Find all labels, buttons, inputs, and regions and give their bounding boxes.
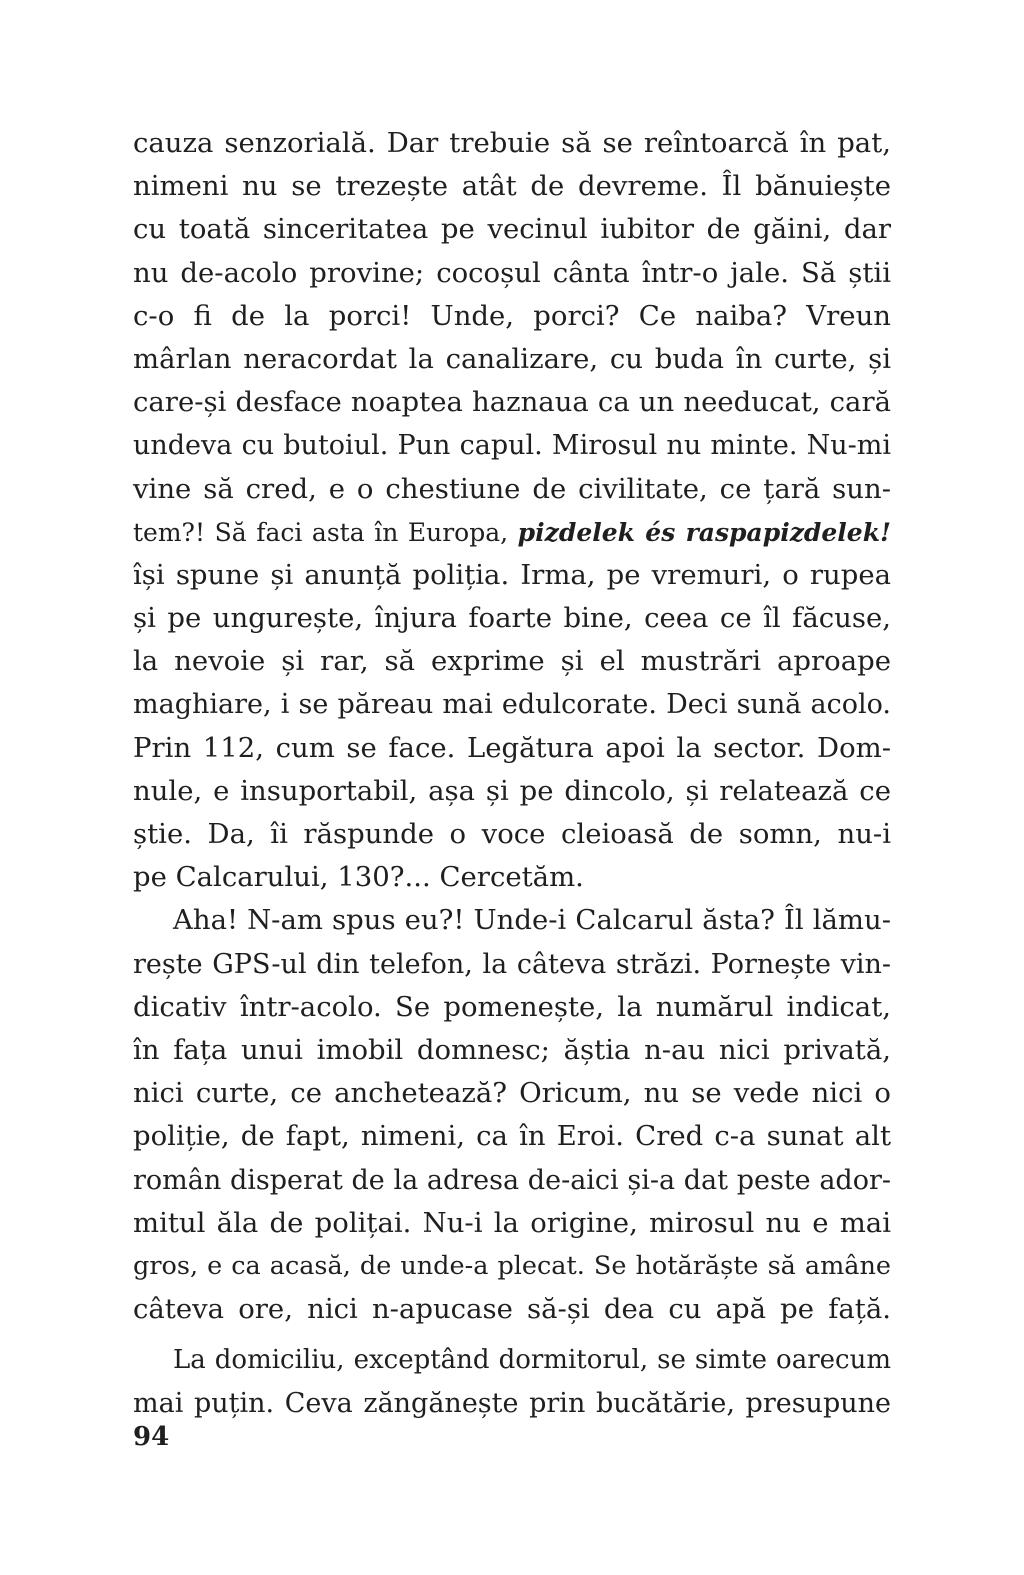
- text-line: nule, e insuportabil, așa și pe dincolo, și relatează ce: [133, 774, 891, 807]
- text-line: vine să cred, e o chestiune de civilitate, ce țară sun-: [133, 472, 891, 505]
- text-line: își spune și anunță poliția. Irma, pe vremuri, o rupea: [133, 558, 891, 591]
- text-line: La domiciliu, exceptând dormitorul, se simte oarecum: [173, 1345, 891, 1376]
- text-line: în fața unui imobil domnesc; ăștia n-au nici privată,: [133, 1033, 891, 1066]
- body-text: [133, 122, 891, 1426]
- text-line: cu toată sinceritatea pe vecinul iubitor de găini, dar: [133, 213, 891, 246]
- text-line: care-și desface noaptea haznaua ca un needucat, cară: [133, 386, 891, 419]
- text-line: nu de-acolo provine; cocoșul cânta într-o jale. Să știi: [133, 256, 891, 289]
- text-line: mârlan neracordat la canalizare, cu buda în curte, și: [133, 342, 891, 375]
- text-line: Aha! N-am spus eu?! Unde-i Calcarul ăsta? Îl lămu-: [173, 904, 891, 937]
- text-line: român disperat de la adresa de-aici și-a dat peste ador-: [133, 1164, 891, 1196]
- text-line: pe Calcarului, 130?... Cercetăm.: [133, 861, 584, 894]
- text-line: maghiare, i se păreau mai edulcorate. Deci sună acolo.: [133, 689, 891, 721]
- page-number: 94: [133, 1422, 170, 1452]
- text-line: c-o fi de la porci! Unde, porci? Ce naiba? Vreun: [133, 299, 891, 332]
- text-line: rește GPS-ul din telefon, la câteva străzi. Pornește vin-: [133, 948, 891, 980]
- text-line: câteva ore, nici n-apucase să-și dea cu apă pe față.: [133, 1293, 891, 1326]
- text-segment: tem?! Să faci asta în Europa,: [133, 517, 518, 547]
- text-line: undeva cu butoiul. Pun capul. Mirosul nu minte. Nu-mi: [133, 430, 891, 462]
- text-line: gros, e ca acasă, de unde-a plecat. Se hotărăște să amâne: [133, 1250, 891, 1281]
- text-line: nimeni nu se trezește atât de devreme. Îl bănuiește: [133, 170, 891, 203]
- text-line: la nevoie și rar, să exprime și el mustrări aproape: [133, 645, 891, 678]
- paragraph-gap: [133, 1331, 891, 1339]
- text-line: Prin 112, cum se face. Legătura apoi la sector. Dom-: [133, 731, 891, 764]
- text-line: dicativ într-acolo. Se pomenește, la numărul indicat,: [133, 990, 891, 1023]
- foreign-phrase: pizdelek és raspapizdelek!: [517, 517, 891, 547]
- text-line: știe. Da, îi răspunde o voce cleioasă de somn, nu-i: [133, 818, 891, 850]
- text-line-mixed: [133, 511, 891, 554]
- text-line: mai puțin. Ceva zăngănește prin bucătărie, presupune: [133, 1388, 891, 1420]
- text-line: poliție, de fapt, nimeni, ca în Eroi. Cred c-a sunat alt: [133, 1120, 891, 1153]
- text-line: mitul ăla de polițai. Nu-i la origine, mirosul nu e mai: [133, 1206, 891, 1239]
- text-line: nici curte, ce anchetează? Oricum, nu se vede nici o: [133, 1077, 891, 1110]
- text-line: și pe ungurește, înjura foarte bine, ceea ce îl făcuse,: [133, 602, 891, 635]
- text-line: cauza senzorială. Dar trebuie să se reîntoarcă în pat,: [133, 127, 891, 159]
